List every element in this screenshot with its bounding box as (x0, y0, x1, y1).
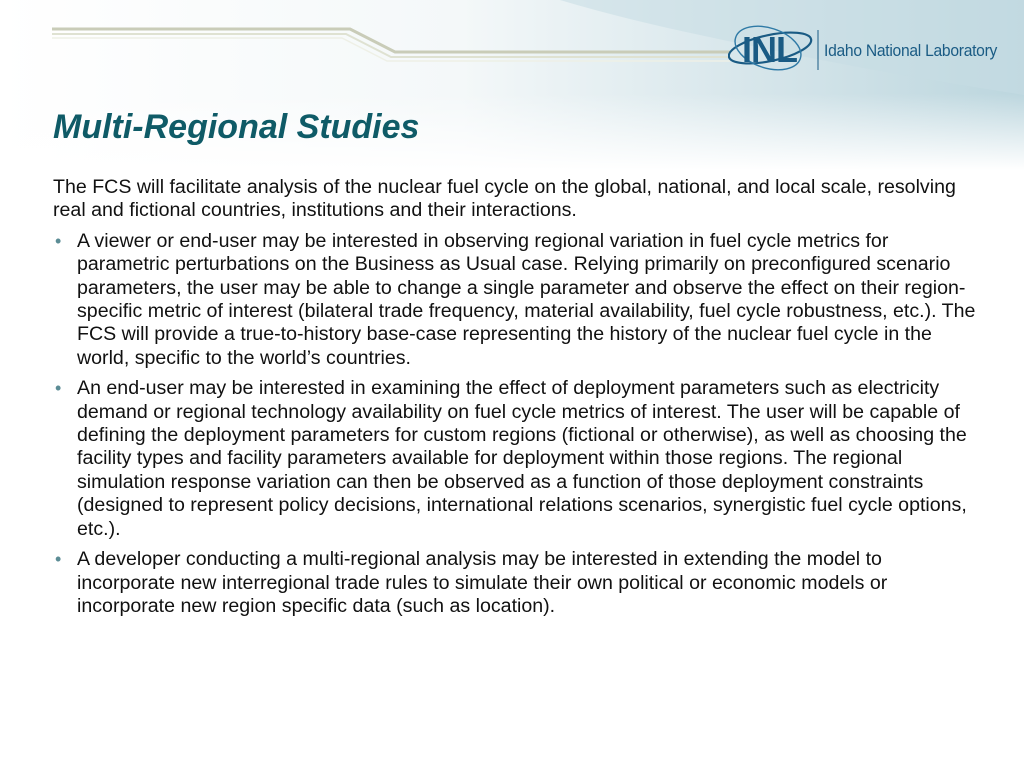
list-item (53, 377, 983, 541)
list-item (53, 230, 983, 370)
bullet-icon: • (55, 549, 62, 570)
inl-logo (728, 18, 998, 78)
list-item (53, 548, 983, 618)
bullet-icon: • (55, 378, 62, 399)
org-name: Idaho National Laboratory (824, 41, 998, 60)
bullet-icon: • (55, 230, 62, 251)
slide-body (53, 176, 983, 625)
slide-title: Multi-Regional Studies (53, 108, 420, 146)
svg-text:INL: INL (742, 29, 797, 70)
intro-paragraph: The FCS will facilitate analysis of the nuclear fuel cycle on the global, national, and local scale, resolving real and fictional countries, institutions and their interactions. (53, 176, 956, 222)
bullet-text: A developer conducting a multi-regional analysis may be interested in extending the model to incorporate new interregional trade rules to simulate their own political or economic models or incorporate new region specific data (such as location). (77, 548, 888, 617)
bullet-text: A viewer or end-user may be interested in observing regional variation in fuel cycle metrics for parametric perturbations on the Business as Usual case. Relying primarily on preconfigured scenario parameters, the user may be able to change a single parameter and observe the effect on their region-specific metric of interest (bilateral trade frequency, material availability, fuel cycle robustness, etc.). The FCS will provide a true-to-history base-case representing the history of the nuclear fuel cycle in the world, specific to the world’s countries. (77, 229, 976, 369)
bullet-text: An end-user may be interested in examining the effect of deployment parameters such as electricity demand or regional technology availability on fuel cycle metrics of interest. The user will be capable of defining the deployment parameters for custom regions (fictional or otherwise), as well as choosing the facility types and facility parameters available for deployment within those regions. The regional simulation response variation can then be observed as a function of those deployment constraints (designed to represent policy decisions, international relations scenarios, synergistic fuel cycle options, etc.). (77, 377, 967, 540)
bullet-list (53, 230, 983, 619)
